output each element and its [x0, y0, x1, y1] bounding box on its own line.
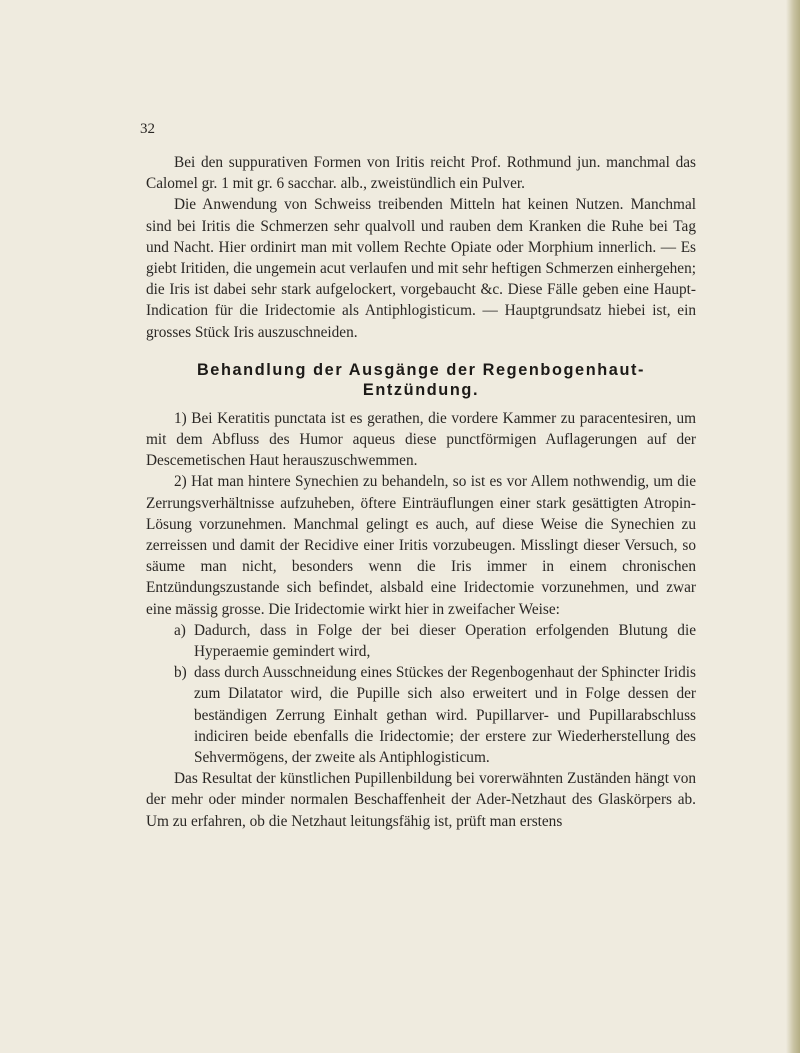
paragraph-schweiss: Die Anwendung von Schweiss treibenden Mitteln hat keinen Nutzen. Manchmal sind bei Iritis die Schmerzen sehr qualvoll und rauben dem Kranken die Ruhe bei Tag und Nacht. Hier ordinirt man mit vollem Rechte Opiate oder Morphium innerlich. — Es giebt Iritiden, die ungemein acut verlaufen und mit sehr heftigen Schmerzen einhergehen; die Iris ist dabei sehr stark aufgelockert, vorgebaucht &c. Diese Fälle geben eine Haupt-Indication für die Iridectomie als Antiphlogisticum. — Hauptgrundsatz hiebei ist, ein grosses Stück Iris auszuschneiden. — [146, 196, 696, 341]
list-item — [174, 662, 696, 768]
paragraph-resultat: Das Resultat der künstlichen Pupillenbildung bei vorerwähnten Zuständen hängt von der mehr oder minder normalen Beschaffenheit der Ader-Netzhaut des Glaskörpers ab. Um zu erfahren, ob die Netzhaut leitungsfähig ist, prüft man erstens — [146, 770, 696, 830]
list-item-marker: a) — [174, 621, 186, 639]
page-number: 32 — [140, 121, 155, 137]
section-heading-line-2: Entzündung. — [362, 380, 480, 399]
list-item-marker: b) — [174, 664, 187, 682]
page-edge-shadow — [786, 0, 800, 1053]
paragraph-keratitis: 1) Bei Keratitis punctata ist es gerathen, die vordere Kammer zu paracentesiren, um mit dem Abfluss des Humor aqueus diese punctförmigen Auflagerungen auf der Descemetischen Haut herauszuschwemmen. — [146, 409, 696, 470]
paragraph-synechien: 2) Hat man hintere Synechien zu behandeln, so ist es vor Allem nothwendig, um die Zerrungsverhältnisse aufzuheben, öftere Einträuflungen einer stark gesättigten Atropin-Lösung vorzunehmen. Manchmal gelingt es auch, auf diese Weise die Synechien zu zerreissen und damit der Recidive einer Iritis vorzubeugen. Misslingt dieser Versuch, so säume man nicht, besonders wenn die Iris immer in einem chronischen Entzündungszustande sich befindet, alsbald eine Iridectomie vorzunehmen, und zwar eine mässig grosse. Die Iridectomie wirkt hier in zweifacher Weise: — [146, 473, 696, 618]
list-item-text: Dadurch, dass in Folge der bei dieser Operation erfolgenden Blutung die Hyperaemie gemindert wird, — [194, 621, 696, 661]
section-heading-line-1: Behandlung der Ausgänge der Regenbogenhaut- — [196, 360, 646, 379]
section-heading — [146, 360, 696, 400]
page-text — [146, 152, 696, 832]
paragraph-calomel: Bei den suppurativen Formen von Iritis reicht Prof. Rothmund jun. manchmal das Calomel gr. 1 mit gr. 6 sacchar. alb., zweistündlich ein Pulver. — [146, 154, 696, 193]
list-item — [174, 620, 696, 662]
list-item-text: dass durch Ausschneidung eines Stückes der Regenbogenhaut der Sphincter Iridis zum Dilatator wird, die Pupille sich also erweitert und in Folge dessen der beständigen Zerrung Einhalt gethan wird. Pupillarver- und Pupillarabschluss indiciren beide ebenfalls die Iridectomie; der erstere zur Wiederherstellung des Sehvermögens, der zweite als Antiphlogisticum. — [194, 664, 696, 767]
